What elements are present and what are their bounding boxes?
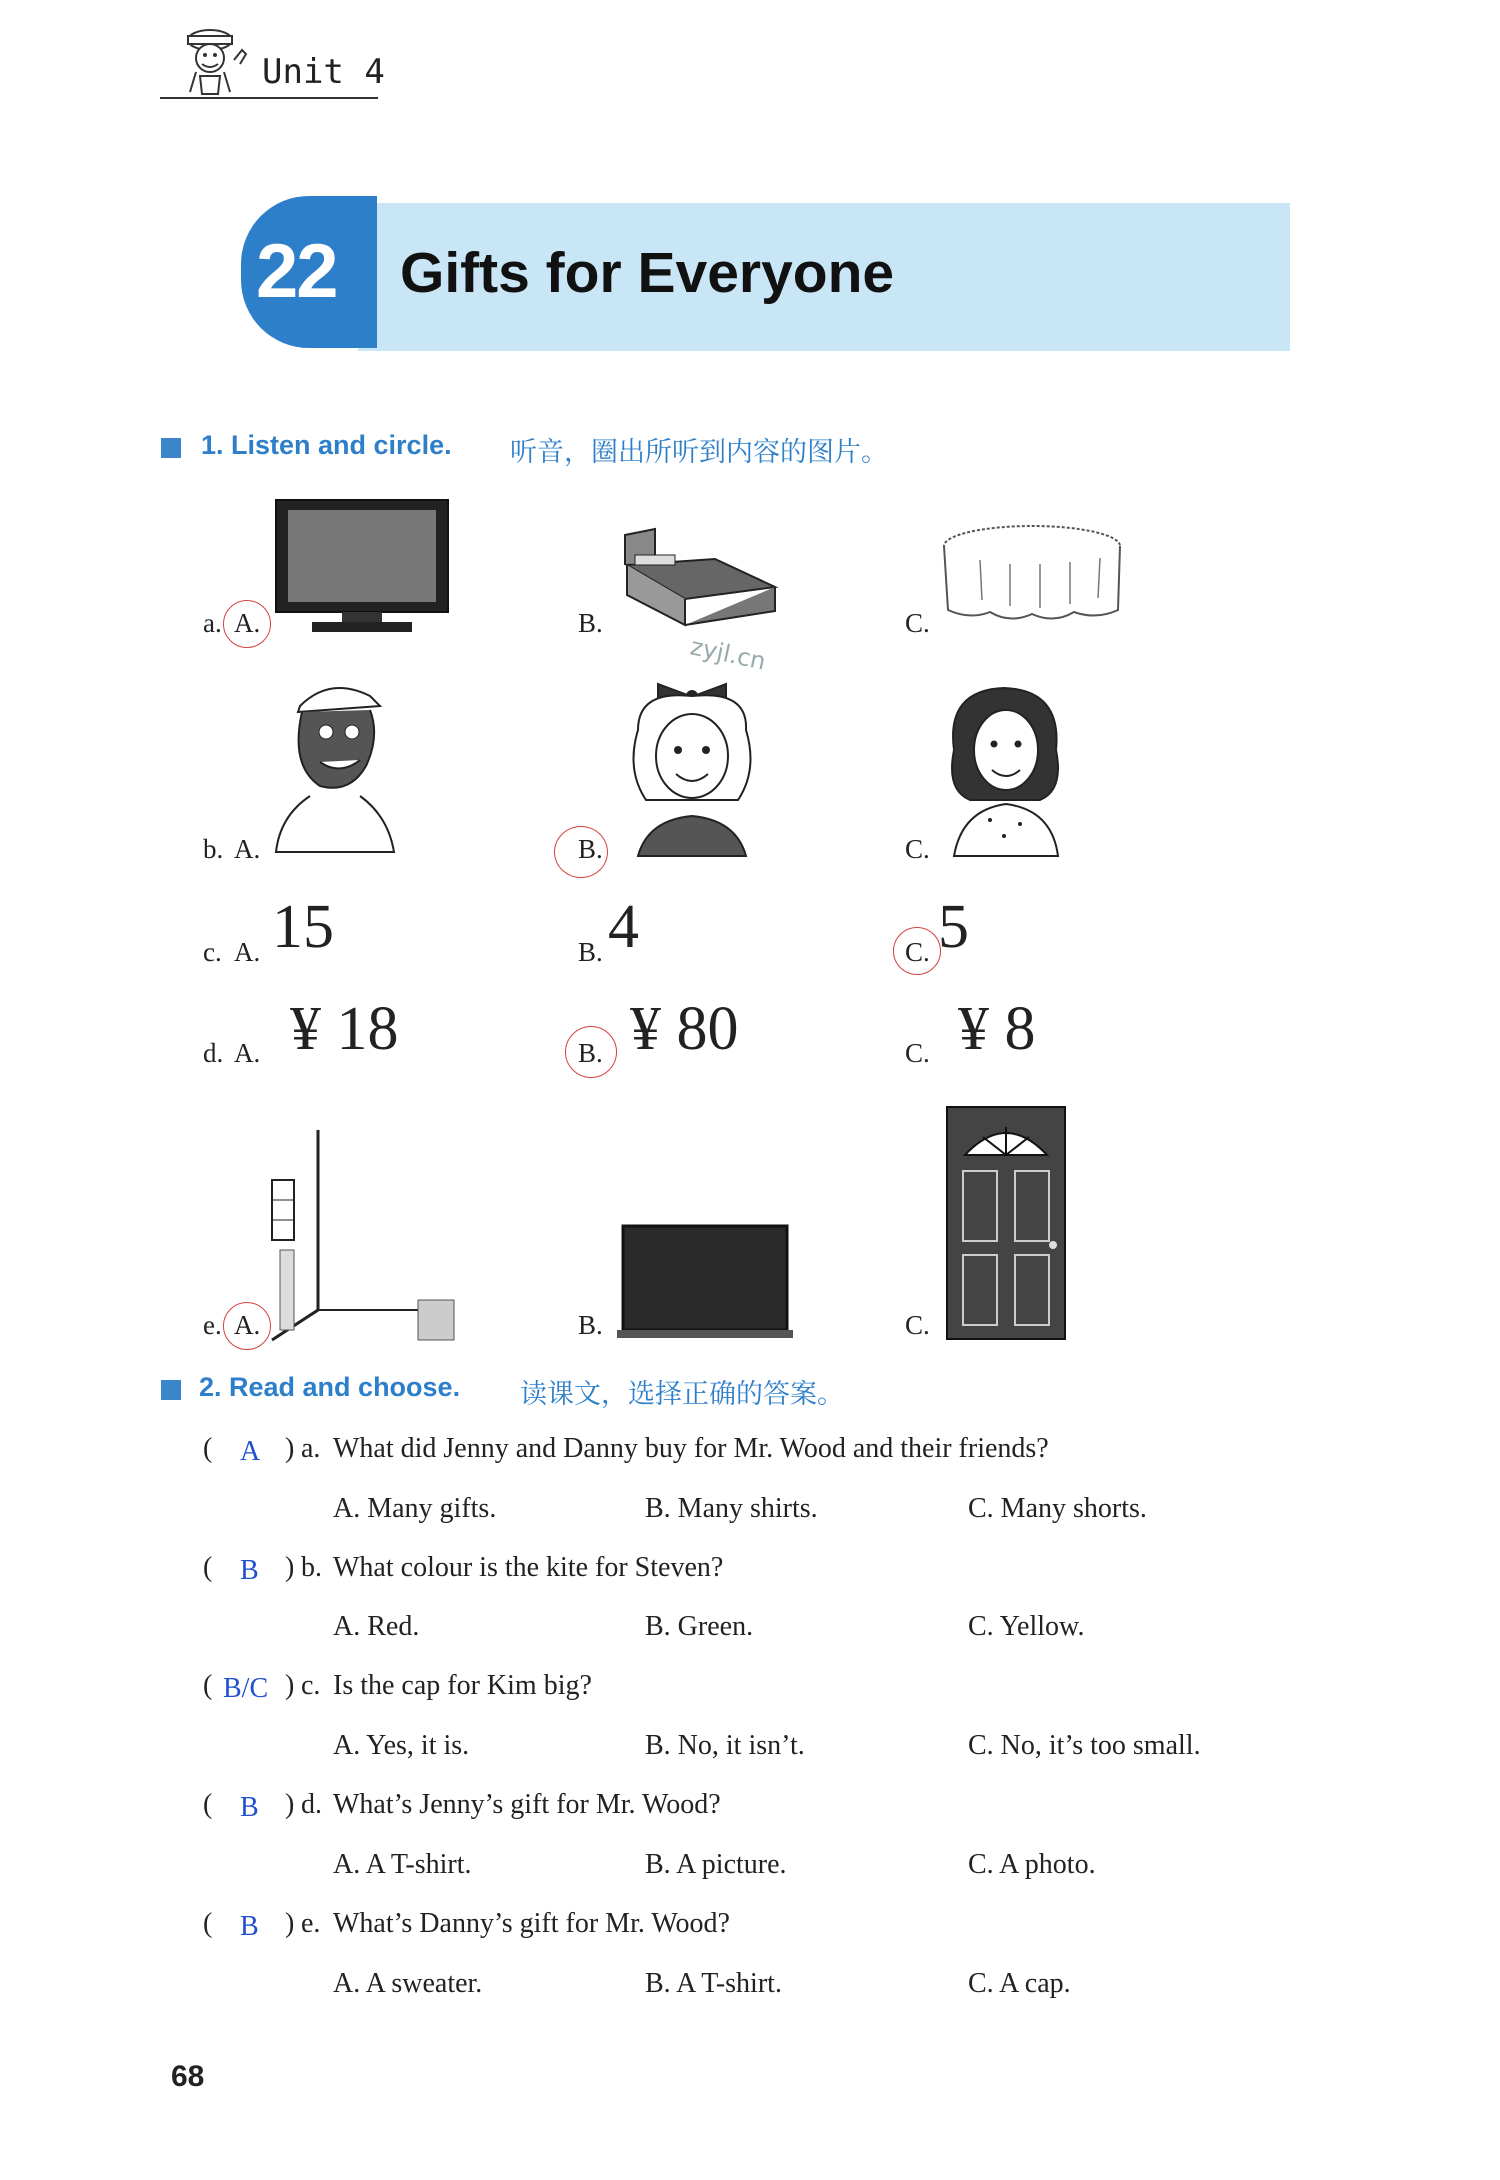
- row-c-option-a[interactable]: A.: [234, 937, 261, 967]
- question-a-text: What did Jenny and Danny buy for Mr. Wood and their friends?: [333, 1433, 1049, 1464]
- paren-open: (: [203, 1789, 213, 1820]
- paren-close: ): [285, 1908, 295, 1939]
- row-a-option-c[interactable]: C.: [905, 608, 930, 638]
- mascot-icon: [160, 20, 260, 105]
- row-d-value-a: ¥ 18: [290, 995, 399, 1063]
- answer-a[interactable]: A: [240, 1436, 261, 1467]
- unit-label: Unit 4: [262, 52, 385, 92]
- row-e-option-a[interactable]: A.: [234, 1310, 261, 1340]
- choice-c-3[interactable]: C. No, it’s too small.: [968, 1730, 1201, 1761]
- choice-e-1[interactable]: A. A sweater.: [333, 1968, 483, 1999]
- paren-close: ): [285, 1789, 295, 1820]
- row-b-option-c[interactable]: C.: [905, 834, 930, 864]
- wall-icon: [268, 1130, 458, 1350]
- paren-close: ): [285, 1552, 295, 1583]
- choice-b-3[interactable]: C. Yellow.: [968, 1611, 1085, 1642]
- lesson-title: Gifts for Everyone: [400, 241, 895, 305]
- question-e-text: What’s Danny’s gift for Mr. Wood?: [333, 1908, 730, 1939]
- question-c-text: Is the cap for Kim big?: [333, 1670, 592, 1701]
- row-c-option-b[interactable]: B.: [578, 937, 603, 967]
- section2-heading: 2. Read and choose.: [199, 1372, 461, 1402]
- answer-circle: [223, 600, 271, 648]
- question-d-text: What’s Jenny’s gift for Mr. Wood?: [333, 1789, 721, 1820]
- paren-open: (: [203, 1908, 213, 1939]
- question-c-label: c.: [301, 1670, 321, 1701]
- answer-circle: [554, 826, 608, 878]
- section1-heading: 1. Listen and circle.: [201, 430, 452, 460]
- question-e-label: e.: [301, 1908, 321, 1939]
- girl-with-bow-icon: [618, 670, 768, 865]
- choice-a-3[interactable]: C. Many shorts.: [968, 1493, 1147, 1524]
- choice-a-1[interactable]: A. Many gifts.: [333, 1493, 497, 1524]
- paren-close: ): [285, 1433, 295, 1464]
- question-d-label: d.: [301, 1789, 322, 1820]
- section1-heading-cn: 听音，圈出所听到内容的图片。: [510, 437, 888, 468]
- row-d-option-b[interactable]: B.: [578, 1038, 603, 1068]
- choice-b-2[interactable]: B. Green.: [645, 1611, 754, 1642]
- row-a-option-a[interactable]: A.: [234, 608, 261, 638]
- row-e-option-c[interactable]: C.: [905, 1310, 930, 1340]
- row-b-option-b[interactable]: B.: [578, 834, 603, 864]
- answer-circle: [223, 1302, 271, 1350]
- row-b-option-a[interactable]: A.: [234, 834, 261, 864]
- choice-e-2[interactable]: B. A T-shirt.: [645, 1968, 782, 1999]
- row-a-label: a.: [203, 608, 222, 638]
- choice-c-2[interactable]: B. No, it isn’t.: [645, 1730, 805, 1761]
- row-c-label: c.: [203, 937, 222, 967]
- answer-c[interactable]: B/C: [223, 1673, 269, 1704]
- paren-open: (: [203, 1670, 213, 1701]
- table-icon: [940, 520, 1125, 645]
- choice-c-1[interactable]: A. Yes, it is.: [333, 1730, 470, 1761]
- paren-open: (: [203, 1433, 213, 1464]
- row-c-option-c[interactable]: C.: [905, 937, 930, 967]
- choice-d-2[interactable]: B. A picture.: [645, 1849, 787, 1880]
- watermark: zyjl.cn: [687, 632, 769, 676]
- question-b-text: What colour is the kite for Steven?: [333, 1552, 724, 1583]
- answer-b[interactable]: B: [240, 1555, 259, 1586]
- lesson-number: 22: [256, 229, 337, 314]
- page-number: 68: [171, 2060, 205, 2093]
- door-icon: [945, 1105, 1067, 1346]
- section2-heading-cn: 读课文，选择正确的答案。: [520, 1379, 844, 1410]
- row-a-option-b[interactable]: B.: [578, 608, 603, 638]
- row-d-option-c[interactable]: C.: [905, 1038, 930, 1068]
- answer-d[interactable]: B: [240, 1792, 259, 1823]
- row-c-value-c: 5: [938, 893, 969, 961]
- row-d-option-a[interactable]: A.: [234, 1038, 261, 1068]
- girl-with-curls-icon: [940, 680, 1070, 865]
- row-b-label: b.: [203, 834, 224, 864]
- section2-marker: [161, 1380, 181, 1400]
- section1-marker: [161, 438, 181, 458]
- bed-icon: [615, 525, 785, 640]
- row-d-value-c: ¥ 8: [958, 995, 1036, 1063]
- row-c-value-a: 15: [272, 893, 334, 961]
- choice-e-3[interactable]: C. A cap.: [968, 1968, 1071, 1999]
- question-b-label: b.: [301, 1552, 322, 1583]
- blackboard-icon: [615, 1222, 795, 1345]
- paren-open: (: [203, 1552, 213, 1583]
- row-d-label: d.: [203, 1038, 224, 1068]
- answer-circle: [893, 927, 941, 975]
- choice-b-1[interactable]: A. Red.: [333, 1611, 420, 1642]
- boy-with-cap-icon: [270, 676, 400, 861]
- row-e-option-b[interactable]: B.: [578, 1310, 603, 1340]
- tv-icon: [272, 498, 452, 643]
- row-c-value-b: 4: [608, 893, 639, 961]
- choice-d-1[interactable]: A. A T-shirt.: [333, 1849, 472, 1880]
- answer-circle: [565, 1026, 617, 1078]
- question-a-label: a.: [301, 1433, 321, 1464]
- answer-e[interactable]: B: [240, 1911, 259, 1942]
- header-divider: [160, 97, 378, 99]
- choice-a-2[interactable]: B. Many shirts.: [645, 1493, 818, 1524]
- paren-close: ): [285, 1670, 295, 1701]
- row-e-label: e.: [203, 1310, 222, 1340]
- row-d-value-b: ¥ 80: [630, 995, 739, 1063]
- choice-d-3[interactable]: C. A photo.: [968, 1849, 1096, 1880]
